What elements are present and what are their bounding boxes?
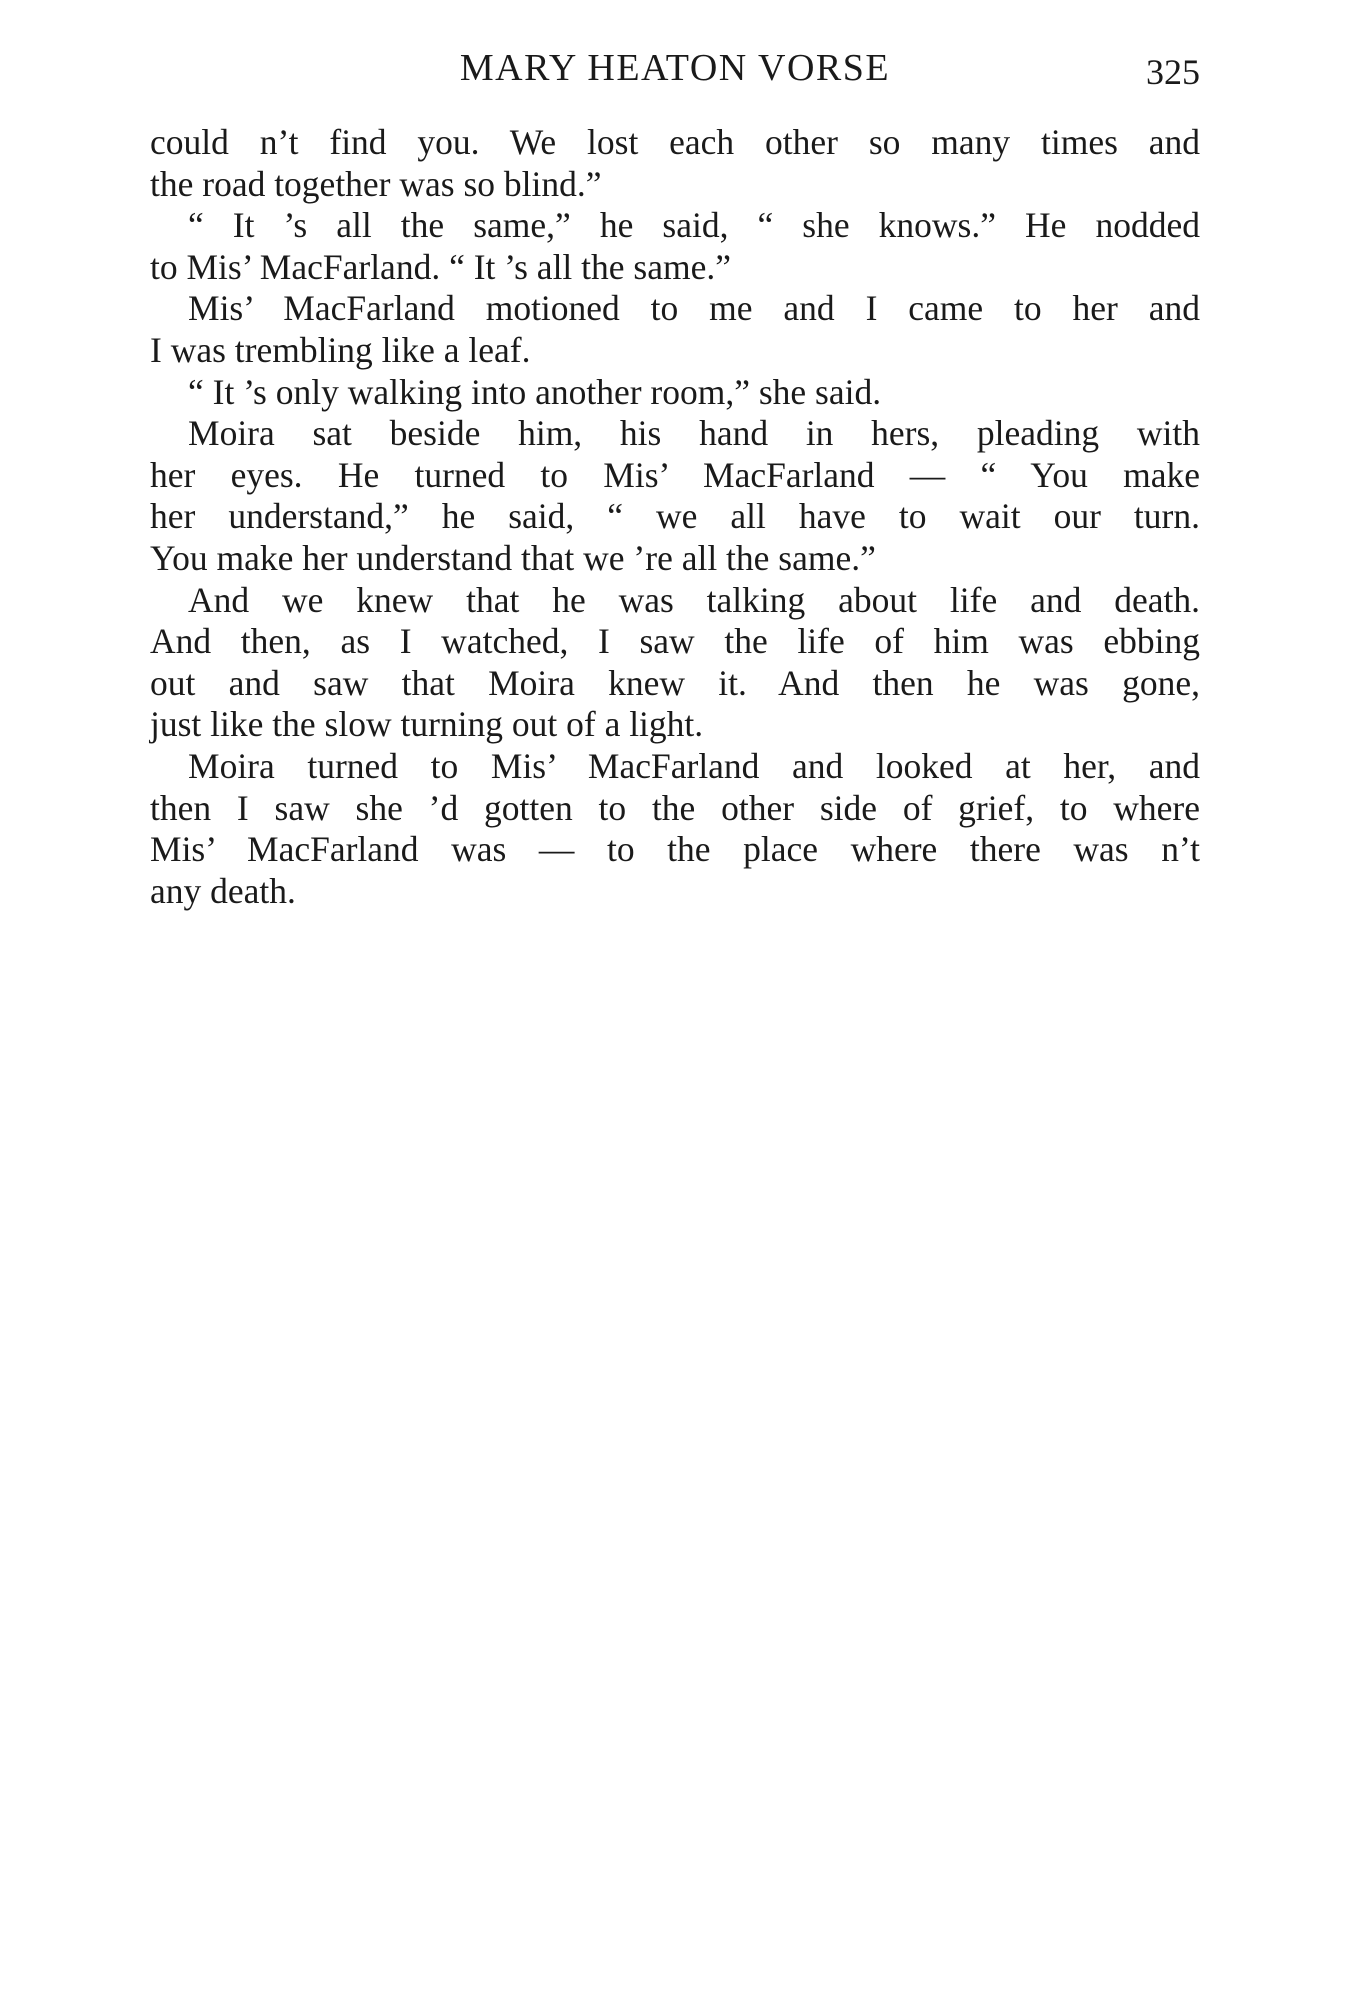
text-line: any death.: [150, 870, 296, 911]
text-line: “ It ’s only walking into another room,” she said.: [188, 371, 882, 412]
text-line: Mis’ MacFarland was — to the place where there was n’t: [150, 829, 1200, 870]
text-line: “ It ’s all the same,” he said, “ she knows.” He nodded: [188, 205, 1200, 246]
text-line: Moira sat beside him, his hand in hers, pleading with: [188, 413, 1200, 454]
text-line: And we knew that he was talking about life and death.: [188, 579, 1200, 620]
text-line: out and saw that Moira knew it. And then he was gone,: [150, 662, 1200, 703]
text-line: And then, as I watched, I saw the life of him was ebbing: [150, 621, 1200, 662]
running-title: MARY HEATON VORSE: [459, 47, 891, 89]
text-line: then I saw she ’d gotten to the other side of grief, to where: [150, 787, 1200, 828]
text-line: could n’t find you. We lost each other so many times and: [150, 122, 1200, 162]
running-head: [150, 40, 1200, 96]
text-line: the road together was so blind.”: [150, 163, 602, 204]
text-line: her understand,” he said, “ we all have to wait our turn.: [150, 496, 1200, 537]
text-line: to Mis’ MacFarland. “ It ’s all the same.”: [150, 246, 731, 287]
text-line: Mis’ MacFarland motioned to me and I came to her and: [188, 288, 1200, 329]
text-line: You make her understand that we ’re all the same.”: [150, 537, 876, 578]
text-line: her eyes. He turned to Mis’ MacFarland — “ You make: [150, 454, 1200, 495]
text-line: Moira turned to Mis’ MacFarland and looked at her, and: [188, 745, 1200, 786]
page-number: 325: [1146, 52, 1200, 92]
body-text: [150, 122, 1200, 912]
text-line: just like the slow turning out of a light.: [150, 704, 704, 745]
text-line: I was trembling like a leaf.: [150, 329, 531, 370]
